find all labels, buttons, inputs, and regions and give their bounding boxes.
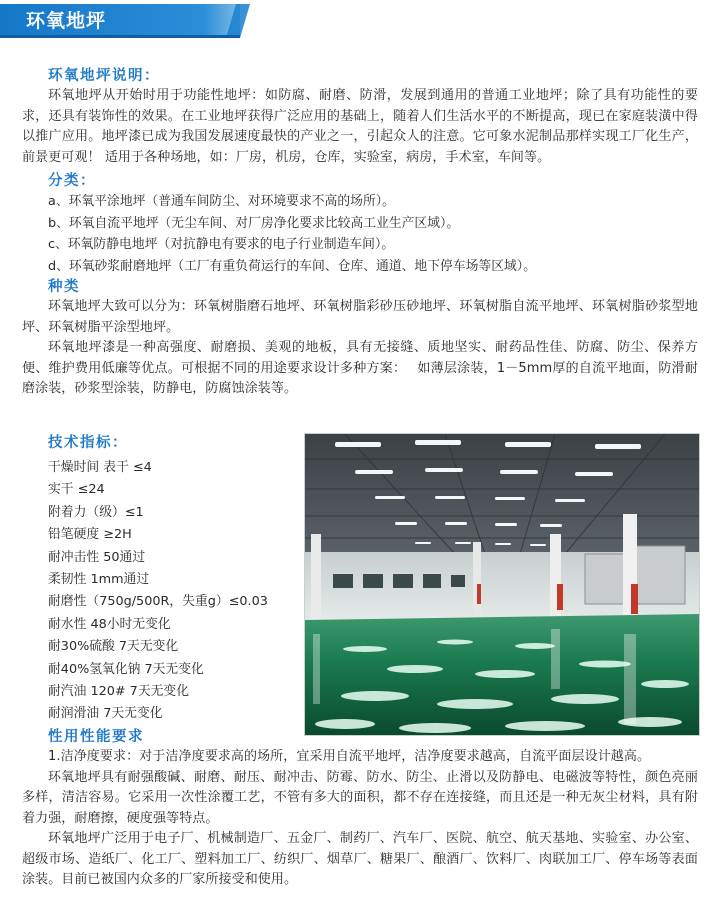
specs-heading: 技术指标：: [48, 435, 128, 451]
main-content: [22, 66, 698, 400]
classification-heading: 分类：: [48, 173, 96, 189]
spec-item: 耐汽油 120# 7天无变化: [48, 683, 190, 699]
types-heading: 种类: [48, 279, 80, 295]
list-item: c、环氧防静电地坪（对抗静电有要求的电子行业制造车间）。: [48, 237, 395, 252]
performance-section: [22, 727, 698, 891]
types-paragraph-2: 环氧地坪漆是一种高强度、耐磨损、美观的地板，具有无接缝、质地坚实、耐药品性佳、防腐、防尘、保养方便、维护费用低廉等优点。可根据不同的用途要求设计多种方案： 如薄层涂装，1－5mm厚的自流平地面，防滑耐磨涂装，砂浆型涂装，防静电，防腐蚀涂装等。: [22, 340, 698, 396]
spec-item: 铅笔硬度 ≥2H: [48, 527, 132, 543]
spec-item: 耐水性 48小时无变化: [48, 616, 171, 632]
performance-paragraph-1: 1.洁净度要求：对于洁净度要求高的场所，宜采用自流平地坪，洁净度要求越高，自流平面层设计越高。: [48, 749, 651, 764]
spec-item: 耐润滑油 7天无变化: [48, 706, 163, 722]
intro-heading: 环氧地坪说明：: [48, 68, 160, 84]
specs-list: [48, 457, 298, 726]
classification-list: [22, 191, 698, 277]
intro-paragraph: 环氧地坪从开始时用于功能性地坪：如防腐、耐磨、防滑，发展到通用的普通工业地坪；除了具有功能性的要求，还具有装饰性的效果。在工业地坪获得广泛应用的基础上，随着人们生活水平的不断提高，现已在家庭装潢中得以推广应用。地坪漆已成为我国发展速度最快的产业之一，引起众人的注意。它可象水泥制品那样实现工厂化生产，前景更可观！ 适用于各种场地，如：厂房，机房，仓库，实验室，病房，手术室，车间等。: [22, 88, 698, 165]
epoxy-floor-photo: [304, 433, 700, 736]
page-title: 环氧地坪: [26, 10, 107, 32]
tech-specs-section: [22, 433, 298, 726]
list-item: a、环氧平涂地坪（普通车间防尘、对环境要求不高的场所）。: [48, 194, 395, 209]
list-item: d、环氧砂浆耐磨地坪（工厂有重负荷运行的车间、仓库、通道、地下停车场等区域）。: [48, 258, 537, 274]
spec-item: 柔韧性 1mm通过: [48, 571, 150, 587]
spec-item: 干燥时间 表干 ≤4: [48, 460, 152, 475]
list-item: b、环氧自流平地坪（无尘车间、对厂房净化要求比较高工业生产区域）。: [48, 215, 460, 231]
spec-item: 耐冲击性 50通过: [48, 549, 146, 565]
spec-item: 耐40%氢氧化钠 7天无变化: [48, 661, 204, 677]
spec-item: 实干 ≤24: [48, 482, 105, 498]
performance-heading: 性用性能要求: [48, 729, 144, 745]
types-paragraph-1: 环氧地坪大致可以分为：环氧树脂磨石地坪、环氧树脂彩砂压砂地坪、环氧树脂自流平地坪、环氧树脂砂浆型地坪、环氧树脂平涂型地坪。: [22, 299, 698, 335]
spec-item: 附着力（级）≤1: [48, 504, 144, 520]
section-title-bar: [0, 4, 250, 38]
spec-item: 耐磨性（750g/500R，失重g）≤0.03: [48, 594, 268, 610]
performance-paragraph-3: 环氧地坪广泛用于电子厂、机械制造厂、五金厂、制药厂、汽车厂、医院、航空、航天基地、实验室、办公室、超级市场、造纸厂、化工厂、塑料加工厂、纺织厂、烟草厂、糖果厂、酿酒厂、饮料厂、肉联加工厂、停车场等表面涂装。目前已被国内众多的厂家所接受和使用。: [22, 831, 698, 887]
spec-item: 耐30%硫酸 7天无变化: [48, 639, 179, 655]
factory-floor-illustration: [305, 434, 699, 735]
performance-paragraph-2: 环氧地坪具有耐强酸碱、耐磨、耐压、耐冲击、防霉、防水、防尘、止滑以及防静电、电磁波等特性，颜色亮丽多样，清洁容易。它采用一次性涂覆工艺，不管有多大的面积，都不存在连接缝，而且还是一种无灰尘材料，具有附着力强，耐磨擦，硬度强等特点。: [22, 769, 698, 826]
